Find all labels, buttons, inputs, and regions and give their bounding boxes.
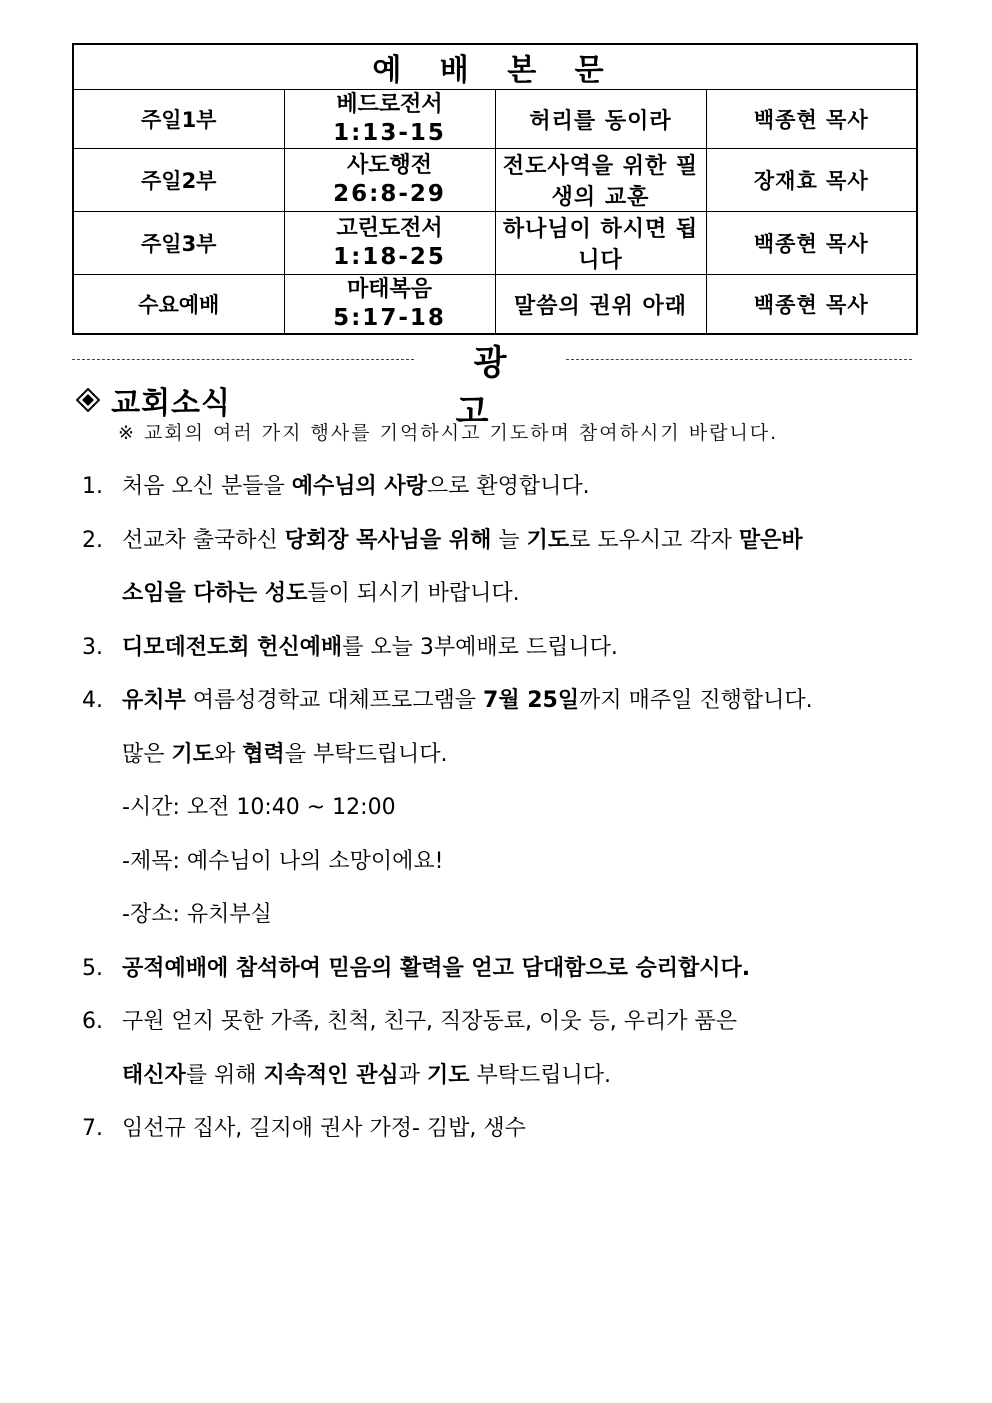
item-number: 2. [82, 527, 103, 553]
item-number: 1. [82, 474, 103, 499]
preacher-name: 장재효 목사 [706, 149, 917, 212]
scripture-book: 베드로전서 [336, 92, 443, 117]
item-emphasis: 유치부 [122, 688, 186, 713]
dashed-divider-left [72, 359, 414, 360]
item-emphasis: 기도 [171, 741, 215, 767]
table-row [73, 212, 917, 275]
preacher-name: 백종현 목사 [706, 212, 917, 275]
scripture-passage [284, 212, 495, 275]
list-item-continuation [82, 1057, 922, 1111]
item-number: 4. [82, 688, 103, 713]
list-item [82, 1110, 922, 1164]
item-text: 늘 [491, 527, 527, 553]
item-text: 를 오늘 3부예배로 드립니다. [342, 634, 618, 660]
scripture-book: 고린도전서 [336, 216, 443, 241]
item-text: 로 도우시고 각자 [569, 527, 739, 553]
sermon-title: 하나님이 하시면 됩니다 [495, 212, 706, 275]
item-emphasis: 지속적인 관심 [263, 1062, 399, 1088]
table-row [73, 275, 917, 335]
scripture-ref: 26:8-29 [333, 181, 446, 207]
scripture-passage [284, 275, 495, 335]
item-number: 5. [82, 955, 103, 981]
scripture-passage [284, 149, 495, 212]
announcements-title: 광 고 [455, 343, 543, 432]
item-text: 처음 오신 분들을 [122, 474, 292, 499]
table-row [73, 90, 917, 149]
item-emphasis: 협력 [242, 741, 285, 767]
worship-table [72, 43, 918, 335]
table-row [73, 149, 917, 212]
announcement-list [82, 468, 922, 1164]
service-name: 주일3부 [73, 212, 284, 275]
item-emphasis: 맡은바 [738, 527, 803, 553]
item-text: 들이 되시기 바랍니다. [307, 581, 520, 606]
sermon-title: 허리를 동이라 [495, 90, 706, 149]
list-item [82, 629, 922, 683]
item-text: 임선규 집사, 길지애 권사 가정- 김밥, 생수 [122, 1116, 526, 1141]
service-name: 주일2부 [73, 149, 284, 212]
program-location: -장소: 유치부실 [122, 902, 272, 927]
item-text: 구원 얻지 못한 가족, 친척, 친구, 직장동료, 이웃 등, 우리가 품은 [122, 1009, 737, 1034]
item-emphasis: 당회장 목사님을 위해 [284, 527, 492, 553]
sermon-title: 전도사역을 위한 필생의 교훈 [495, 149, 706, 212]
item-text: 을 부탁드립니다. [284, 741, 448, 767]
list-item-continuation [82, 736, 922, 790]
item-emphasis: 디모데전도회 헌신예배 [122, 634, 343, 660]
item-text: 선교차 출국하신 [122, 527, 285, 553]
scripture-book: 마태복음 [346, 277, 432, 302]
scripture-ref: 1:13-15 [333, 120, 446, 146]
list-item [82, 1003, 922, 1057]
section-note: ※ 교회의 여러 가지 행사를 기억하시고 기도하며 참여하시기 바랍니다. [118, 422, 779, 444]
program-time: -시간: 오전 10:40 ~ 12:00 [122, 795, 396, 820]
item-text: 여름성경학교 대체프로그램을 [185, 688, 484, 713]
item-text: 까지 매주일 진행합니다. [579, 688, 813, 713]
item-text: 부탁드립니다. [469, 1062, 611, 1088]
list-item [82, 522, 922, 576]
item-text: 를 위해 [185, 1062, 264, 1088]
list-item [82, 950, 922, 1004]
scripture-book: 사도행전 [346, 153, 432, 178]
scripture-ref: 5:17-18 [333, 305, 446, 331]
item-text: 과 [398, 1062, 427, 1088]
service-name: 수요예배 [73, 275, 284, 335]
list-item-continuation [82, 575, 922, 629]
section-title: 교회소식 [111, 386, 232, 421]
item-emphasis: 태신자 [122, 1062, 186, 1088]
scripture-passage [284, 90, 495, 149]
scripture-ref: 1:18-25 [333, 244, 446, 270]
program-topic: -제목: 예수님이 나의 소망이에요! [122, 848, 444, 874]
service-name: 주일1부 [73, 90, 284, 149]
list-item [82, 468, 922, 522]
item-emphasis: 기도 [426, 1062, 470, 1088]
item-emphasis: 7월 25일 [483, 688, 580, 713]
sermon-title: 말씀의 권위 아래 [495, 275, 706, 335]
item-emphasis: 공적예배에 참석하여 믿음의 활력을 얻고 담대함으로 승리합시다. [122, 955, 751, 981]
diamond-bullet-icon [76, 388, 100, 412]
list-item [82, 682, 922, 736]
item-text: 많은 [122, 741, 172, 767]
item-text: 으로 환영합니다. [426, 474, 590, 499]
dashed-divider-right [566, 359, 912, 360]
section-heading [76, 378, 231, 422]
worship-table-title: 예 배 본 문 [73, 44, 917, 90]
item-text: 와 [214, 741, 243, 767]
item-emphasis: 소임을 다하는 성도 [122, 581, 308, 606]
preacher-name: 백종현 목사 [706, 275, 917, 335]
item-number: 7. [82, 1116, 103, 1141]
preacher-name: 백종현 목사 [706, 90, 917, 149]
item-number: 6. [82, 1009, 103, 1034]
item-number: 3. [82, 634, 103, 660]
item-emphasis: 기도 [526, 527, 570, 553]
item-emphasis: 예수님의 사랑 [291, 474, 427, 499]
